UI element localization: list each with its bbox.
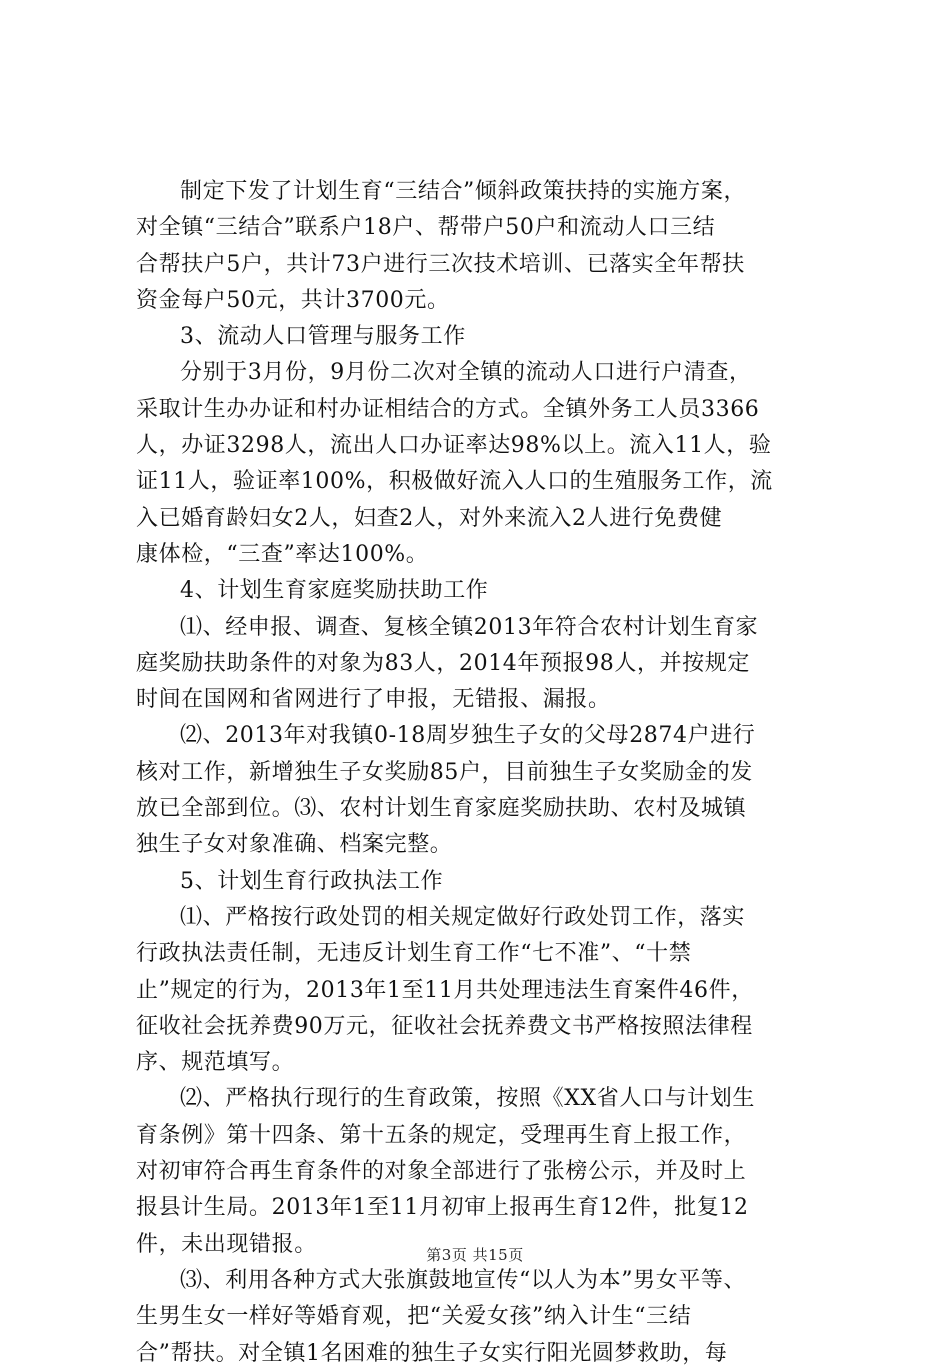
text-line: 资金每户50元，共计3700元。: [136, 287, 450, 313]
text-line: 序、规范填写。: [136, 1050, 295, 1076]
text-line: 合”帮扶。对全镇1名困难的独生子女实行阳光圆梦救助，每: [136, 1340, 728, 1366]
text-line: 生男生女一样好等婚育观，把“关爱女孩”纳入计生“三结: [136, 1304, 692, 1330]
text-line: 对全镇“三结合”联系户18户、帮带户50户和流动人口三结: [136, 215, 716, 241]
text-line: 证11人，验证率100%，积极做好流入人口的生殖服务工作，流: [136, 469, 773, 495]
text-line: ⑶、利用各种方式大张旗鼓地宣传“以人为本”男女平等、: [180, 1267, 747, 1293]
text-line: 征收社会抚养费90万元，征收社会抚养费文书严格按照法律程: [136, 1013, 753, 1039]
text-line: 康体检，“三查”率达100%。: [136, 541, 429, 567]
text-line: ⑴、经申报、调查、复核全镇2013年符合农村计划生育家: [180, 614, 759, 640]
text-line: 人，办证3298人，流出人口办证率达98%以上。流入11人，验: [136, 433, 772, 459]
page-footer: 第3页 共15页: [426, 1246, 524, 1264]
text-line: 止”规定的行为，2013年1至11月共处理违法生育案件46件，: [136, 977, 754, 1003]
text-line: 报县计生局。2013年1至11月初审上报再生育12件，批复12: [136, 1195, 749, 1221]
text-line: 核对工作，新增独生子女奖励85户，目前独生子女奖励金的发: [136, 759, 753, 785]
text-line: 行政执法责任制，无违反计划生育工作“七不准”、“十禁: [136, 941, 692, 967]
text-line: 对初审符合再生育条件的对象全部进行了张榜公示，并及时上: [136, 1159, 747, 1185]
text-line: 分别于3月份，9月份二次对全镇的流动人口进行户清查，: [180, 360, 752, 386]
text-line: 件，未出现错报。: [136, 1231, 317, 1257]
text-line: ⑴、严格按行政处罚的相关规定做好行政处罚工作，落实: [180, 904, 746, 930]
text-line: 庭奖励扶助条件的对象为83人，2014年预报98人，并按规定: [136, 650, 750, 676]
text-line: 放已全部到位。⑶、农村计划生育家庭奖励扶助、农村及城镇: [136, 796, 747, 822]
text-line: 采取计生办办证和村办证相结合的方式。全镇外务工人员3366: [136, 396, 760, 422]
text-line: 4、计划生育家庭奖励扶助工作: [180, 578, 489, 604]
document-body: [136, 174, 826, 1372]
text-line: 入已婚育龄妇女2人，妇查2人，对外来流入2人进行免费健: [136, 505, 723, 531]
text-line: 制定下发了计划生育“三结合”倾斜政策扶持的实施方案，: [180, 179, 747, 204]
text-line: ⑵、严格执行现行的生育政策，按照《XX省人口与计划生: [180, 1086, 755, 1112]
text-line: 3、流动人口管理与服务工作: [180, 324, 466, 350]
text-line: 育条例》第十四条、第十五条的规定，受理再生育上报工作，: [136, 1122, 747, 1148]
text-line: 5、计划生育行政执法工作: [180, 868, 444, 894]
text-line: 独生子女对象准确、档案完整。: [136, 832, 453, 858]
text-block: [136, 174, 826, 1372]
text-line: 合帮扶户5户，共计73户进行三次技术培训、已落实全年帮扶: [136, 251, 745, 277]
text-line: 时间在国网和省网进行了申报，无错报、漏报。: [136, 687, 611, 713]
text-line: ⑵、2013年对我镇0-18周岁独生子女的父母2874户进行: [180, 723, 756, 749]
